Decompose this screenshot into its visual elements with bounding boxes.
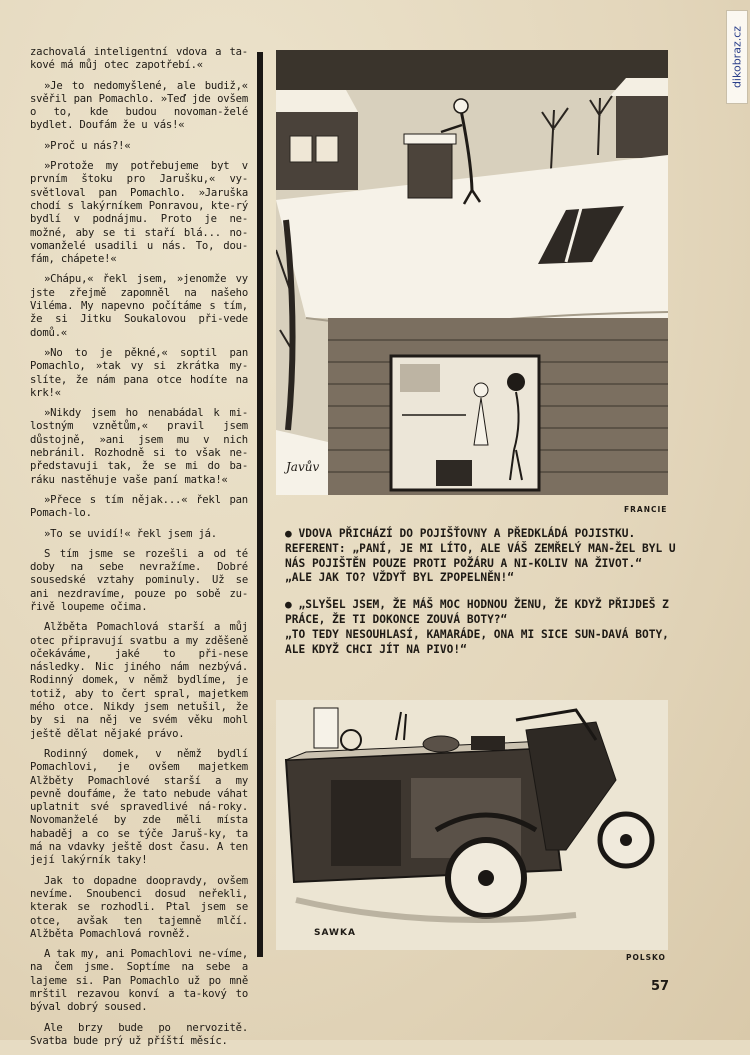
story-paragraph: »Chápu,« řekl jsem, »jenomže vy jste zřejmě zapomněl na našeho Viléma. My napevno počítáme s tím, že si Jitku Soukalovou při-vede domů.« (30, 273, 248, 339)
story-paragraph: S tím jsme se rozešli a od té doby na sebe nevražíme. Dobré sousedské vztahy pominuly. Už se ani nezdravíme, pouze po sobě zu-řivě loupeme očima. (30, 547, 248, 613)
story-paragraph: zachovalá inteligentní vdova a ta-kové má můj otec zapotřebí.« (30, 46, 248, 72)
page-number: 57 (651, 979, 670, 994)
site-watermark-text: dikobraz.cz (730, 25, 744, 89)
cartoon-top-signature: Javův (286, 460, 320, 474)
story-paragraph: Alžběta Pomachlová starší a můj otec připravují svatbu a my zděšeně očekáváme, jaké to při-nese následky. Nic jiného nám nezbývá. Rodinný domek, v němž bydlíme, je totiž, aby to čert spral, majetkem mého otce. Nikdy jsem netušil, že by si na něj ve svém věku mohl ještě dělat nějaké právo. (30, 621, 248, 740)
story-paragraph: Jak to dopadne doopravdy, ovšem nevíme. Snoubenci dosud neřekli, kterak se rozhodli. Ptal jsem se otce, avšak ten tajemně mlčí. Alžběta Pomachlová rovněž. (30, 874, 248, 940)
story-paragraph: Ale brzy bude po nervozitě. Svatba bude prý už příští měsíc. (30, 1021, 248, 1047)
story-paragraph: »Je to nedomyšlené, ale budiž,« svěřil pan Pomachlo. »Teď jde ovšem o to, kde budou novoman-želé bydlet. Doufám že u vás!« (30, 79, 248, 132)
joke-1-line: REFERENT: „PANÍ, JE MI LÍTO, ALE VÁŠ ZEMŘELÝ MAN-ŽEL BYL U NÁS POJIŠTĚN POUZE PROTI POŽÁRU A NI-KOLIV NA ŽIVOT.“ (285, 541, 676, 570)
cartoon-top-credit: FRANCIE (624, 505, 668, 514)
cartoon-bottom-credit: POLSKO (626, 953, 666, 962)
story-paragraph: »Nikdy jsem ho nenabádal k mi-lostným vznětům,« pravil jsem důstojně, »ani jsem mu v nich nebránil. Rozhodně si to však ne-představuji tak, že se mi do ba-ráku nastěhuje vaše paní matka!« (30, 407, 248, 486)
story-paragraph: »Protože my potřebujeme byt v prvním štoku pro Jarušku,« vy-světloval pan Pomachlo. »Jaruška chodí s lakýrníkem Ponravou, kte-rý bydlí v podnájmu. Proto je ne-možné, aby se ti staří blá... no-vomanželé usadili u nás. To, dou-fám, chápete!« (30, 160, 248, 266)
joke-2-setup: ● „SLYŠEL JSEM, ŽE MÁŠ MOC HODNOU ŽENU, ŽE KDYŽ PŘIJDEŠ Z PRÁCE, ŽE TI DOKONCE ZOUVÁ BOTY?“ (285, 598, 669, 626)
joke-2-punchline: „TO TEDY NESOUHLASÍ, KAMARÁDE, ONA MI SICE SUN-DAVÁ BOTY, ALE KDYŽ CHCI JÍT NA PIVO!“ (285, 627, 669, 656)
story-paragraph: »To se uvidí!« řekl jsem já. (44, 527, 217, 540)
cartoon-desk-car-drawing (276, 700, 668, 950)
cartoon-bottom-signature: SAWKA (314, 928, 356, 938)
joke-1-intro: ● VDOVA PŘICHÁZÍ DO POJIŠŤOVNY A PŘEDKLÁDÁ POJISTKU. (285, 527, 636, 540)
column-divider (257, 52, 263, 957)
story-paragraph: A tak my, ani Pomachlovi ne-víme, na čem jsme. Soptíme na sebe a lajeme si. Pan Pomachlo už po mně mrštil rezavou konví a ta-kový to býval dobrý soused. (30, 948, 248, 1014)
story-column (30, 46, 248, 1055)
story-paragraph: »Přece s tím nějak...« řekl pan Pomach-lo. (30, 493, 248, 520)
story-paragraph: »Proč u nás?!« (44, 139, 131, 152)
site-watermark-label (726, 10, 748, 104)
cartoon-house-roof-drawing (276, 50, 668, 495)
story-paragraph: »No to je pěkné,« soptil pan Pomachlo, »tak vy si zkrátka my-slíte, že nám pana otce hodíte na krk!« (30, 346, 248, 399)
joke-1-punchline: „ALE JAK TO? VŽDYŤ BYL ZPOPELNĚN!“ (285, 571, 515, 585)
story-paragraph: Rodinný domek, v němž bydlí Pomachlovi, je ovšem majetkem Alžběty Pomachlové starší a my pevně doufáme, že tato nebude váhat uplatnit své spravedlivé ná-roky. Novomanželé by zde měli místa habaděj a co se týče Jaruš-ky, ta má na vdavky ještě dost času. A ten její lakýrník taky! (30, 747, 248, 867)
jokes-block (285, 527, 685, 657)
cartoon-desk-car (276, 700, 668, 950)
cartoon-house-roof (276, 50, 668, 495)
